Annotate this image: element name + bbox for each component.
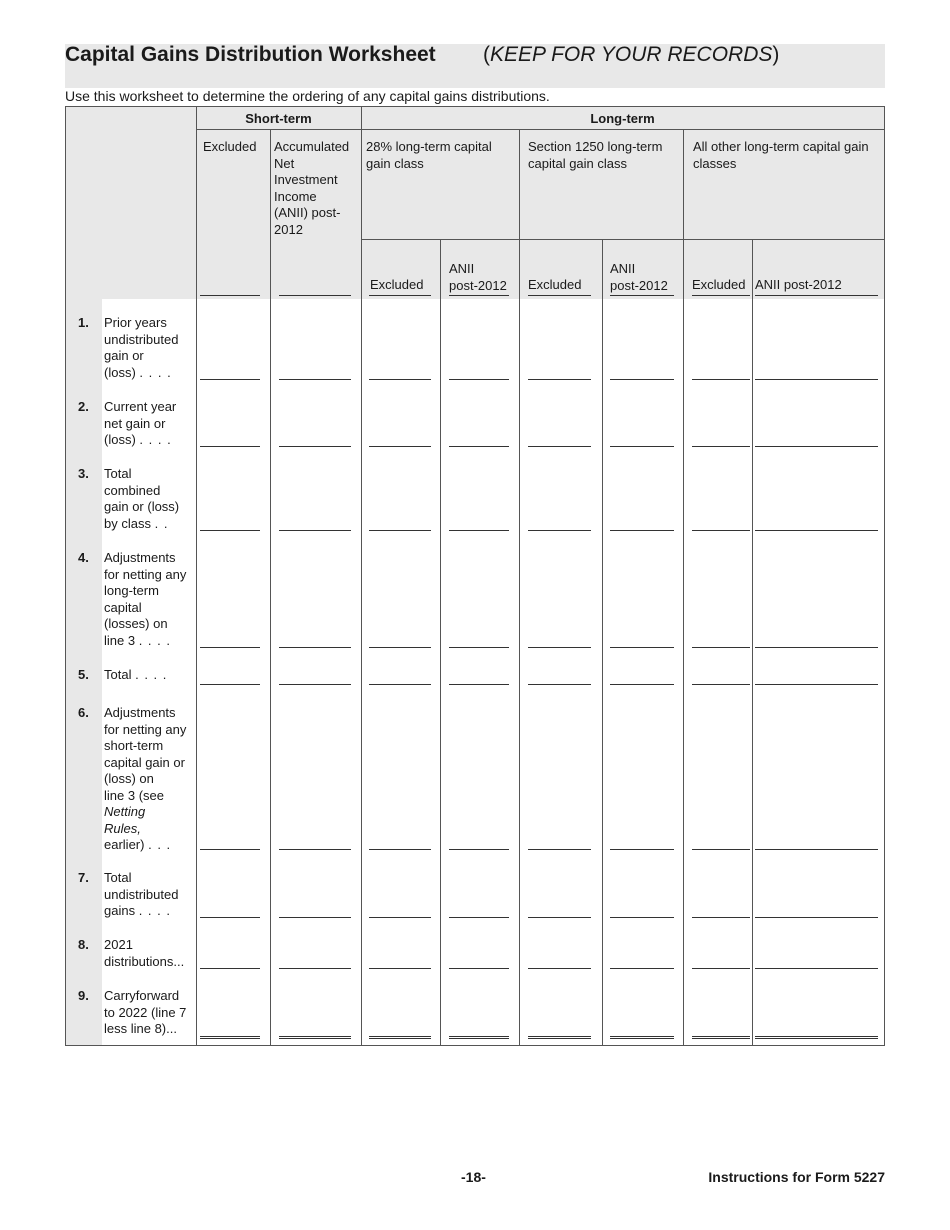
amount-entry-line[interactable] [528,849,591,850]
amount-entry-line[interactable] [200,917,260,918]
amount-entry-line[interactable] [755,446,878,447]
header-underline [200,295,260,296]
row-label: Total combined gain or (loss) by class . . [104,466,180,531]
amount-entry-line[interactable] [279,530,351,531]
row-number: 5. [78,667,89,682]
header-underline [692,295,750,296]
amount-entry-line[interactable] [200,849,260,850]
amount-entry-line[interactable] [528,647,591,648]
row-label: Adjustments for netting any long-term capital (losses) on line 3 . . . . [104,550,187,648]
amount-entry-line[interactable] [279,446,351,447]
total-entry-line[interactable] [200,1036,260,1039]
amount-entry-line[interactable] [610,530,674,531]
total-entry-line[interactable] [692,1036,750,1039]
amount-entry-line[interactable] [449,968,509,969]
amount-entry-line[interactable] [755,968,878,969]
title-note: (KEEP FOR YOUR RECORDS) [483,43,780,66]
amount-entry-line[interactable] [528,684,591,685]
amount-entry-line[interactable] [528,917,591,918]
column-rule [440,239,441,1045]
amount-entry-line[interactable] [692,684,750,685]
number-column-shade [66,107,102,1045]
page-number: -18- [461,1169,486,1185]
total-entry-line[interactable] [449,1036,509,1039]
class-other-excluded-header: Excluded [692,277,746,292]
column-rule [752,239,753,1045]
amount-entry-line[interactable] [755,849,878,850]
total-entry-line[interactable] [369,1036,431,1039]
column-rule [361,107,362,1045]
amount-entry-line[interactable] [528,530,591,531]
row-number: 2. [78,399,89,414]
amount-entry-line[interactable] [528,968,591,969]
header-underline [610,295,674,296]
amount-entry-line[interactable] [200,647,260,648]
amount-entry-line[interactable] [755,379,878,380]
total-entry-line[interactable] [279,1036,351,1039]
amount-entry-line[interactable] [279,684,351,685]
amount-entry-line[interactable] [200,968,260,969]
amount-entry-line[interactable] [692,446,750,447]
column-rule [683,129,684,1045]
amount-entry-line[interactable] [369,379,431,380]
amount-entry-line[interactable] [369,849,431,850]
header-rule [196,129,884,130]
amount-entry-line[interactable] [369,530,431,531]
amount-entry-line[interactable] [279,917,351,918]
amount-entry-line[interactable] [449,446,509,447]
amount-entry-line[interactable] [279,647,351,648]
amount-entry-line[interactable] [200,684,260,685]
row-number: 3. [78,466,89,481]
amount-entry-line[interactable] [692,647,750,648]
row-number: 7. [78,870,89,885]
row-number: 8. [78,937,89,952]
row-label: 2021 distributions... [104,937,185,969]
amount-entry-line[interactable] [200,446,260,447]
short-term-excluded-header: Excluded [203,139,257,154]
amount-entry-line[interactable] [692,379,750,380]
page-title: Capital Gains Distribution Worksheet [65,43,436,66]
amount-entry-line[interactable] [369,968,431,969]
amount-entry-line[interactable] [369,446,431,447]
column-rule [602,239,603,1045]
row-label: Prior years undistributed gain or (loss) . . . . [104,315,179,380]
amount-entry-line[interactable] [449,530,509,531]
total-entry-line[interactable] [610,1036,674,1039]
amount-entry-line[interactable] [610,446,674,447]
amount-entry-line[interactable] [610,684,674,685]
amount-entry-line[interactable] [692,917,750,918]
column-rule [196,107,197,1045]
amount-entry-line[interactable] [279,849,351,850]
row-number: 4. [78,550,89,565]
amount-entry-line[interactable] [610,917,674,918]
amount-entry-line[interactable] [369,647,431,648]
amount-entry-line[interactable] [449,849,509,850]
header-rule [361,239,884,240]
amount-entry-line[interactable] [528,379,591,380]
amount-entry-line[interactable] [200,379,260,380]
intro-text: Use this worksheet to determine the ordering of any capital gains distributions. [65,88,550,104]
label-header-shade [102,107,196,299]
class-1250-anii-header: ANII post-2012 [610,261,668,293]
column-rule [270,129,271,1045]
total-entry-line[interactable] [755,1036,878,1039]
amount-entry-line[interactable] [610,379,674,380]
header-underline [369,295,431,296]
row-label: Total undistributed gains . . . . [104,870,179,918]
amount-entry-line[interactable] [755,684,878,685]
class-1250-excluded-header: Excluded [528,277,582,292]
short-term-anii-header: Accumulated Net Investment Income (ANII) post- 2012 [274,139,350,237]
amount-entry-line[interactable] [692,530,750,531]
row-number: 6. [78,705,89,720]
amount-entry-line[interactable] [528,446,591,447]
class-other-anii-header: ANII post-2012 [755,277,842,292]
class-1250-header: Section 1250 long-term capital gain class [528,139,663,171]
row-number: 9. [78,988,89,1003]
amount-entry-line[interactable] [610,647,674,648]
header-underline [528,295,591,296]
class-other-header: All other long-term capital gain classes [693,139,869,171]
amount-entry-line[interactable] [755,647,878,648]
long-term-header: Long-term [590,111,655,126]
amount-entry-line[interactable] [449,647,509,648]
amount-entry-line[interactable] [755,917,878,918]
amount-entry-line[interactable] [449,917,509,918]
amount-entry-line[interactable] [610,849,674,850]
amount-entry-line[interactable] [279,379,351,380]
form-name: Instructions for Form 5227 [708,1169,885,1185]
column-rule [519,129,520,1045]
amount-entry-line[interactable] [449,379,509,380]
amount-entry-line[interactable] [369,684,431,685]
amount-entry-line[interactable] [755,530,878,531]
class-28-excluded-header: Excluded [370,277,424,292]
amount-entry-line[interactable] [692,849,750,850]
class-28-header: 28% long-term capital gain class [366,139,492,171]
amount-entry-line[interactable] [692,968,750,969]
row-number: 1. [78,315,89,330]
short-term-header: Short-term [245,111,312,126]
amount-entry-line[interactable] [279,968,351,969]
amount-entry-line[interactable] [369,917,431,918]
row-label: Carryforward to 2022 (line 7 less line 8)... [104,988,187,1036]
header-underline [449,295,509,296]
amount-entry-line[interactable] [449,684,509,685]
header-underline [755,295,878,296]
row-label: Current year net gain or (loss) . . . . [104,399,177,447]
total-entry-line[interactable] [528,1036,591,1039]
amount-entry-line[interactable] [610,968,674,969]
row-label: Total . . . . [104,667,168,682]
amount-entry-line[interactable] [200,530,260,531]
class-28-anii-header: ANII post-2012 [449,261,507,293]
header-underline [279,295,351,296]
row-label: Adjustments for netting any short-term capital gain or (loss) on line 3 (see Netting Rules, earlier) . . . [104,705,187,852]
